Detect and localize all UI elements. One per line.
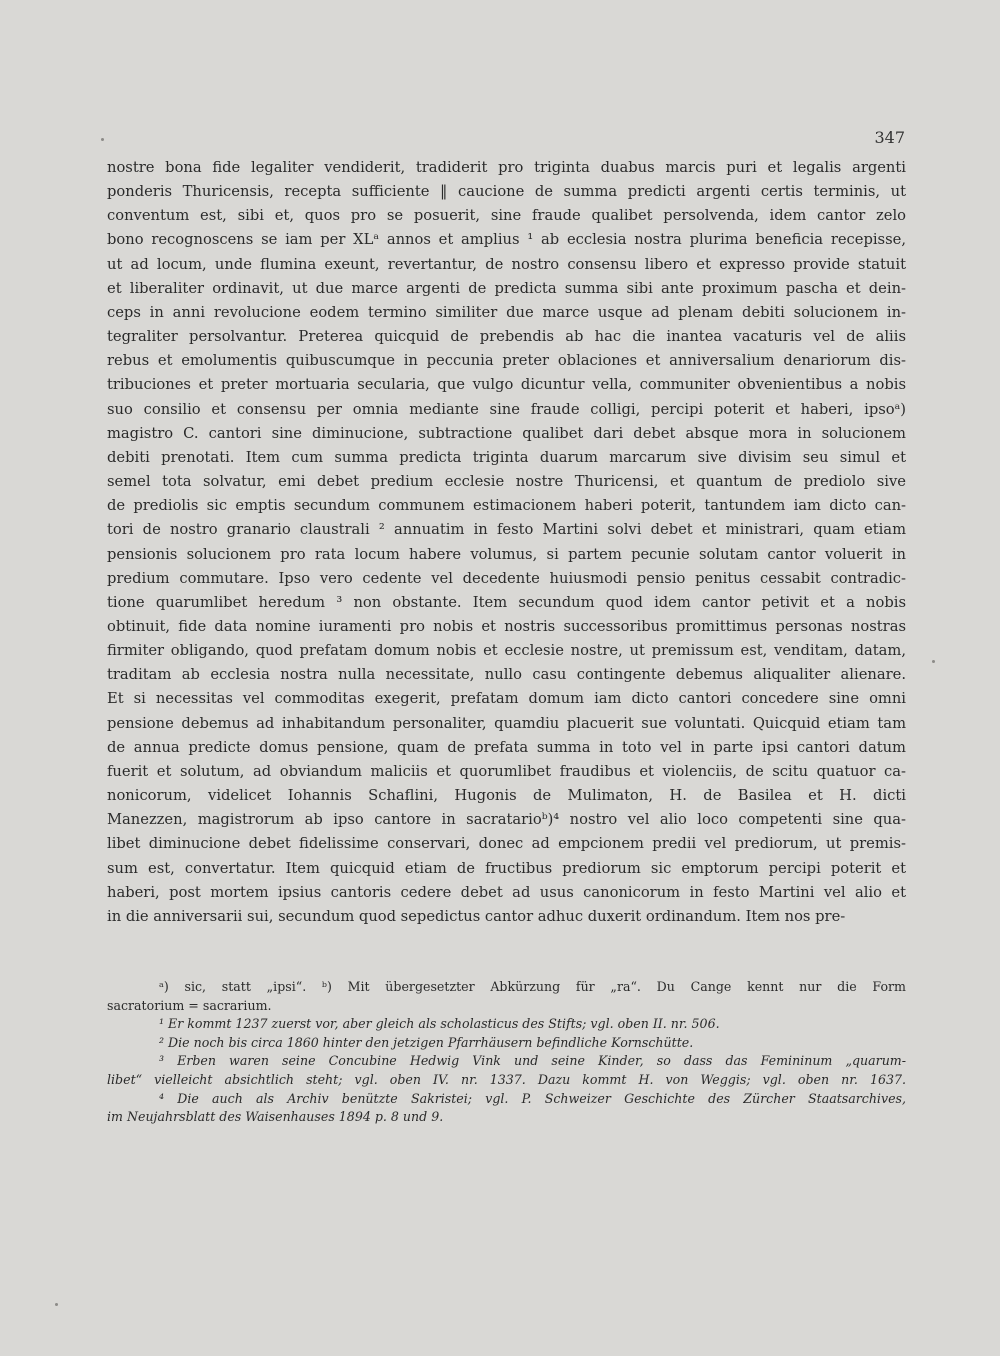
text-line: ceps in anni revolucione eodem termino similiter due marce usque ad plenam debiti solucionem in- [107, 303, 906, 321]
paper-speck [101, 138, 104, 141]
text-line: ut ad locum, unde flumina exeunt, revertantur, de nostro consensu libero et expresso provide statuit [107, 255, 906, 273]
footnotes [107, 978, 906, 1127]
footnote-a-b: ᵃ) sic, statt „ipsi“. ᵇ) Mit übergesetzter Abkürzung für „ra“. Du Cange kennt nur die Form [159, 979, 906, 994]
text-line: Et si necessitas vel commoditas exegerit, prefatam domum iam dicto cantori concedere sine omni [107, 690, 906, 708]
footnote-a-b-continued: sacratorium = sacrarium. [107, 997, 272, 1013]
text-line: suo consilio et consensu per omnia mediante sine fraude colligi, percipi poterit et haberi, ipsoᵃ) [107, 400, 906, 418]
footnote-4: ⁴ Die auch als Archiv benützte Sakristei; vgl. P. Schweizer Geschichte des Zürcher Staatsarchives, [159, 1090, 906, 1106]
text-line: pensionis solucionem pro rata locum habere volumus, si partem pecunie solutam cantor voluerit in [107, 545, 906, 563]
text-line: nonicorum, videlicet Iohannis Schaflini, Hugonis de Mulimaton, H. de Basilea et H. dicti [107, 787, 906, 805]
text-line: de prediolis sic emptis secundum communem estimacionem haberi poterit, tantundem iam dicto can- [107, 497, 906, 515]
footnote-3-continued: libet“ vielleicht absichtlich steht; vgl. oben IV. nr. 1337. Dazu kommt H. von Weggis; vgl. oben nr. 1637. [107, 1071, 906, 1087]
text-line: firmiter obligando, quod prefatam domum nobis et ecclesie nostre, ut premissum est, venditam, datam, [107, 642, 906, 660]
text-line: sum est, convertatur. Item quicquid etiam de fructibus prediorum sic emptorum percipi poterit et [107, 859, 906, 877]
text-line: traditam ab ecclesia nostra nulla necessitate, nullo casu contingente debemus aliqualiter alienare. [107, 666, 906, 684]
text-line: tegraliter persolvantur. Preterea quicquid de prebendis ab hac die inantea vacaturis vel de aliis [107, 328, 906, 346]
text-line: semel tota solvatur, emi debet predium ecclesie nostre Thuricensi, et quantum de prediolo sive [107, 473, 906, 491]
footnote-1: ¹ Er kommt 1237 zuerst vor, aber gleich als scholasticus des Stifts; vgl. oben II. nr. 506. [159, 1016, 720, 1032]
text-line: in die anniversarii sui, secundum quod sepedictus cantor adhuc duxerit ordinandum. Item nos pre- [107, 907, 846, 925]
text-line: et liberaliter ordinavit, ut due marce argenti de predicta summa sibi ante proximum pascha et dein- [107, 279, 906, 297]
text-line: conventum est, sibi et, quos pro se posuerit, sine fraude qualibet persolvenda, idem cantor zelo [107, 207, 906, 225]
text-line: de annua predicte domus pensione, quam de prefata summa in toto vel in parte ipsi cantori datum [107, 738, 906, 756]
footnote-2: ² Die noch bis circa 1860 hinter den jetzigen Pfarrhäusern befindliche Kornschütte. [159, 1034, 694, 1050]
text-line: bono recognoscens se iam per XLᵃ annos et amplius ¹ ab ecclesia nostra plurima beneficia recepisse, [107, 231, 906, 249]
text-line: predium commutare. Ipso vero cedente vel decedente huiusmodi pensio penitus cessabit contradic- [107, 569, 906, 587]
footnote-3: ³ Erben waren seine Concubine Hedwig Vink und seine Kinder, so dass das Femininum „quarum- [159, 1053, 906, 1069]
text-line: debiti prenotati. Item cum summa predicta triginta duarum marcarum sive divisim seu simul et [107, 448, 906, 466]
paper-speck [55, 1303, 58, 1306]
text-line: tione quarumlibet heredum ³ non obstante. Item secundum quod idem cantor petivit et a nobis [107, 593, 906, 611]
text-line: rebus et emolumentis quibuscumque in peccunia preter oblaciones et anniversalium denariorum dis- [107, 352, 906, 370]
text-line: haberi, post mortem ipsius cantoris cedere debet ad usus canonicorum in festo Martini vel alio et [107, 883, 906, 901]
text-line: magistro C. cantori sine diminucione, subtractione qualibet dari debet absque mora in solucionem [107, 424, 906, 442]
text-line: pensione debemus ad inhabitandum personaliter, quamdiu placuerit sue voluntati. Quicquid etiam tam [107, 714, 906, 732]
text-line: tori de nostro granario claustrali ² annuatim in festo Martini solvi debet et ministrari, quam etiam [107, 521, 906, 539]
footnote-4-continued: im Neujahrsblatt des Waisenhauses 1894 p. 8 und 9. [107, 1109, 444, 1125]
text-line: ponderis Thuricensis, recepta sufficiente ‖ caucione de summa predicti argenti certis terminis, ut [107, 183, 906, 201]
text-line: Manezzen, magistrorum ab ipso cantore in sacratarioᵇ)⁴ nostro vel alio loco competenti sine qua- [107, 811, 906, 829]
main-text [107, 156, 906, 929]
text-line: obtinuit, fide data nomine iuramenti pro nobis et nostris successoribus promittimus personas nostras [107, 617, 906, 635]
text-line: nostre bona fide legaliter vendiderit, tradiderit pro triginta duabus marcis puri et legalis argenti [107, 159, 906, 176]
paper-speck [932, 660, 935, 663]
text-line: fuerit et solutum, ad obviandum maliciis et quorumlibet fraudibus et violenciis, de scitu quatuor ca- [107, 762, 906, 780]
text-line: tribuciones et preter mortuaria secularia, que vulgo dicuntur vella, communiter obvenientibus a nobis [107, 376, 906, 394]
text-line: libet diminucione debet fidelissime conservari, donec ad empcionem predii vel prediorum, ut premis- [107, 835, 906, 853]
page-number: 347 [874, 128, 905, 147]
